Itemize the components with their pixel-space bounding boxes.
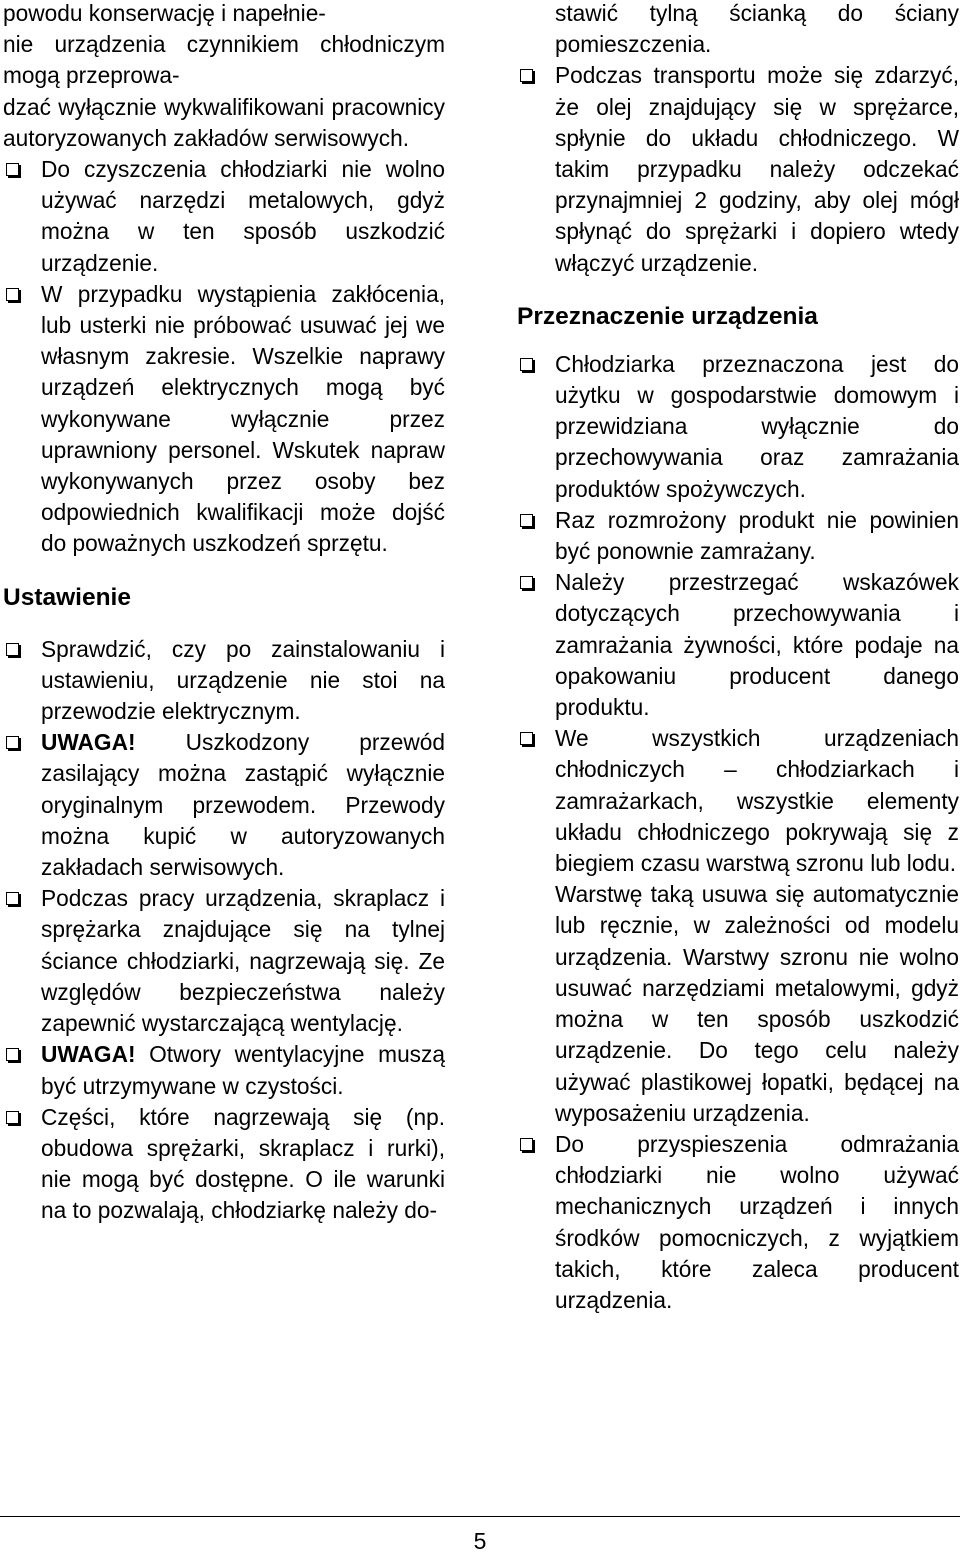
checkbox-bullet-icon bbox=[6, 163, 19, 176]
list-item-text: Części, które nagrzewają się (np. obudowa sprężarki, skraplacz i rurki), nie mogą być dostępne. O ile warunki na to pozwalają, chłodziarkę należy do- bbox=[41, 1103, 445, 1224]
intro-line-1: powodu konserwację i napełnie- bbox=[3, 0, 326, 26]
list-item bbox=[517, 567, 959, 723]
list-item bbox=[3, 279, 445, 560]
checkbox-bullet-icon bbox=[6, 736, 19, 749]
list-item-text: We wszystkich urządzeniach chłodniczych – chłodziarkach i zamrażarkach, wszystkie elementy układu chłodniczego pokrywają się z biegiem czasu warstwą szronu lub lodu. bbox=[555, 725, 959, 877]
list-item-text: Raz rozmrożony produkt nie powinien być ponownie zamrażany. bbox=[555, 506, 959, 565]
list-item bbox=[517, 505, 959, 567]
checkbox-bullet-icon bbox=[520, 576, 533, 589]
list-item bbox=[3, 1102, 445, 1227]
checkbox-bullet-icon bbox=[520, 514, 533, 527]
intro-line-3: dzać wyłącznie wykwalifikowani pracownicy autoryzowanych zakładów serwisowych. bbox=[3, 93, 445, 151]
list-item bbox=[3, 727, 445, 883]
checkbox-bullet-icon bbox=[6, 1048, 19, 1061]
list-item-text: Sprawdzić, czy po zainstalowaniu i ustawieniu, urządzenie nie stoi na przewodzie elektrycznym. bbox=[41, 635, 445, 725]
list-item-text: Do czyszczenia chłodziarki nie wolno używać narzędzi metalowych, gdyż można w ten sposób uszkodzić urządzenie. bbox=[41, 156, 445, 276]
list-item bbox=[517, 723, 959, 879]
list-item bbox=[3, 154, 445, 279]
checkbox-bullet-icon bbox=[6, 1111, 19, 1124]
list-item bbox=[3, 883, 445, 1039]
list-item-text: Podczas pracy urządzenia, skraplacz i sprężarka znajdujące się na tylnej ściance chłodziarki, nagrzewają się. Ze względów bezpieczeństwa należy zapewnić wystarczającą wentylację. bbox=[41, 885, 445, 1037]
frost-paragraph: Warstwę taką usuwa się automatycznie lub ręcznie, w zależności od modelu urządzenia. Warstwy szronu nie wolno usuwać narzędziami metalowymi, gdyż można w ten sposób uszkodzić urządzenie. Do tego celu należy używać plastikowej łopatki, będącej na wyposażeniu urządzenia. bbox=[555, 881, 959, 1126]
checkbox-bullet-icon bbox=[520, 358, 533, 371]
footer-divider bbox=[0, 1516, 960, 1517]
checkbox-bullet-icon bbox=[520, 1138, 533, 1151]
list-item-text: Uszkodzony przewód zasilający można zastąpić wyłącznie oryginalnym przewodem. Przewody można kupić w autoryzowanych zakładach serwisowych. bbox=[41, 729, 445, 881]
list-item bbox=[517, 1129, 959, 1316]
list-item-text: Otwory wentylacyjne muszą być utrzymywane w czystości. bbox=[41, 1041, 445, 1099]
list-item bbox=[517, 349, 959, 505]
list-item-text: Do przyspieszenia odmrażania chłodziarki nie wolno używać mechanicznych urządzeń i innych środków pomocniczych, z wyjątkiem takich, które zaleca producent urządzenia. bbox=[555, 1130, 959, 1313]
warning-label: UWAGA! bbox=[41, 729, 136, 756]
list-item bbox=[3, 634, 445, 728]
checkbox-bullet-icon bbox=[6, 892, 19, 905]
right-column bbox=[517, 0, 959, 1316]
list-item-text: Podczas transportu może się zdarzyć, że olej znajdujący się w sprężarce, spłynie do układu chłodniczego. W takim przypadku należy odczekać przynajmniej 2 godziny, aby olej mógł spłynąć do sprężarki i dopiero wtedy włączyć urządzenie. bbox=[555, 62, 959, 276]
left-column bbox=[3, 0, 445, 1227]
checkbox-bullet-icon bbox=[520, 732, 533, 745]
checkbox-bullet-icon bbox=[6, 288, 19, 301]
section-heading-przeznaczenie: Przeznaczenie urządzenia bbox=[517, 302, 818, 330]
list-item-text: Chłodziarka przeznaczona jest do użytku w gospodarstwie domowym i przewidziana wyłącznie do przechowywania oraz zamrażania produktów spożywczych. bbox=[555, 350, 959, 502]
continuation-text: stawić tylną ścianką do ściany pomieszczenia. bbox=[555, 0, 959, 58]
list-item bbox=[3, 1039, 445, 1101]
checkbox-bullet-icon bbox=[520, 69, 533, 82]
intro-line-2: nie urządzenia czynnikiem chłodniczym mogą przeprowa- bbox=[3, 31, 445, 89]
list-item-text: Należy przestrzegać wskazówek dotyczących przechowywania i zamrażania żywności, które podaje na opakowaniu producent danego produktu. bbox=[555, 569, 959, 721]
warning-label: UWAGA! bbox=[41, 1041, 136, 1068]
checkbox-bullet-icon bbox=[6, 643, 19, 656]
list-item-text: W przypadku wystąpienia zakłócenia, lub usterki nie próbować usuwać jej we własnym zakresie. Wszelkie naprawy urządzeń elektrycznych mogą być wykonywane wyłącznie przez uprawniony personel. Wskutek napraw wykonywanych przez osoby bez odpowiednich kwalifikacji może dojść do poważnych uszkodzeń sprzętu. bbox=[41, 280, 445, 557]
page-number: 5 bbox=[473, 1528, 487, 1554]
list-item bbox=[517, 60, 959, 278]
section-heading-ustawienie: Ustawienie bbox=[3, 583, 131, 611]
